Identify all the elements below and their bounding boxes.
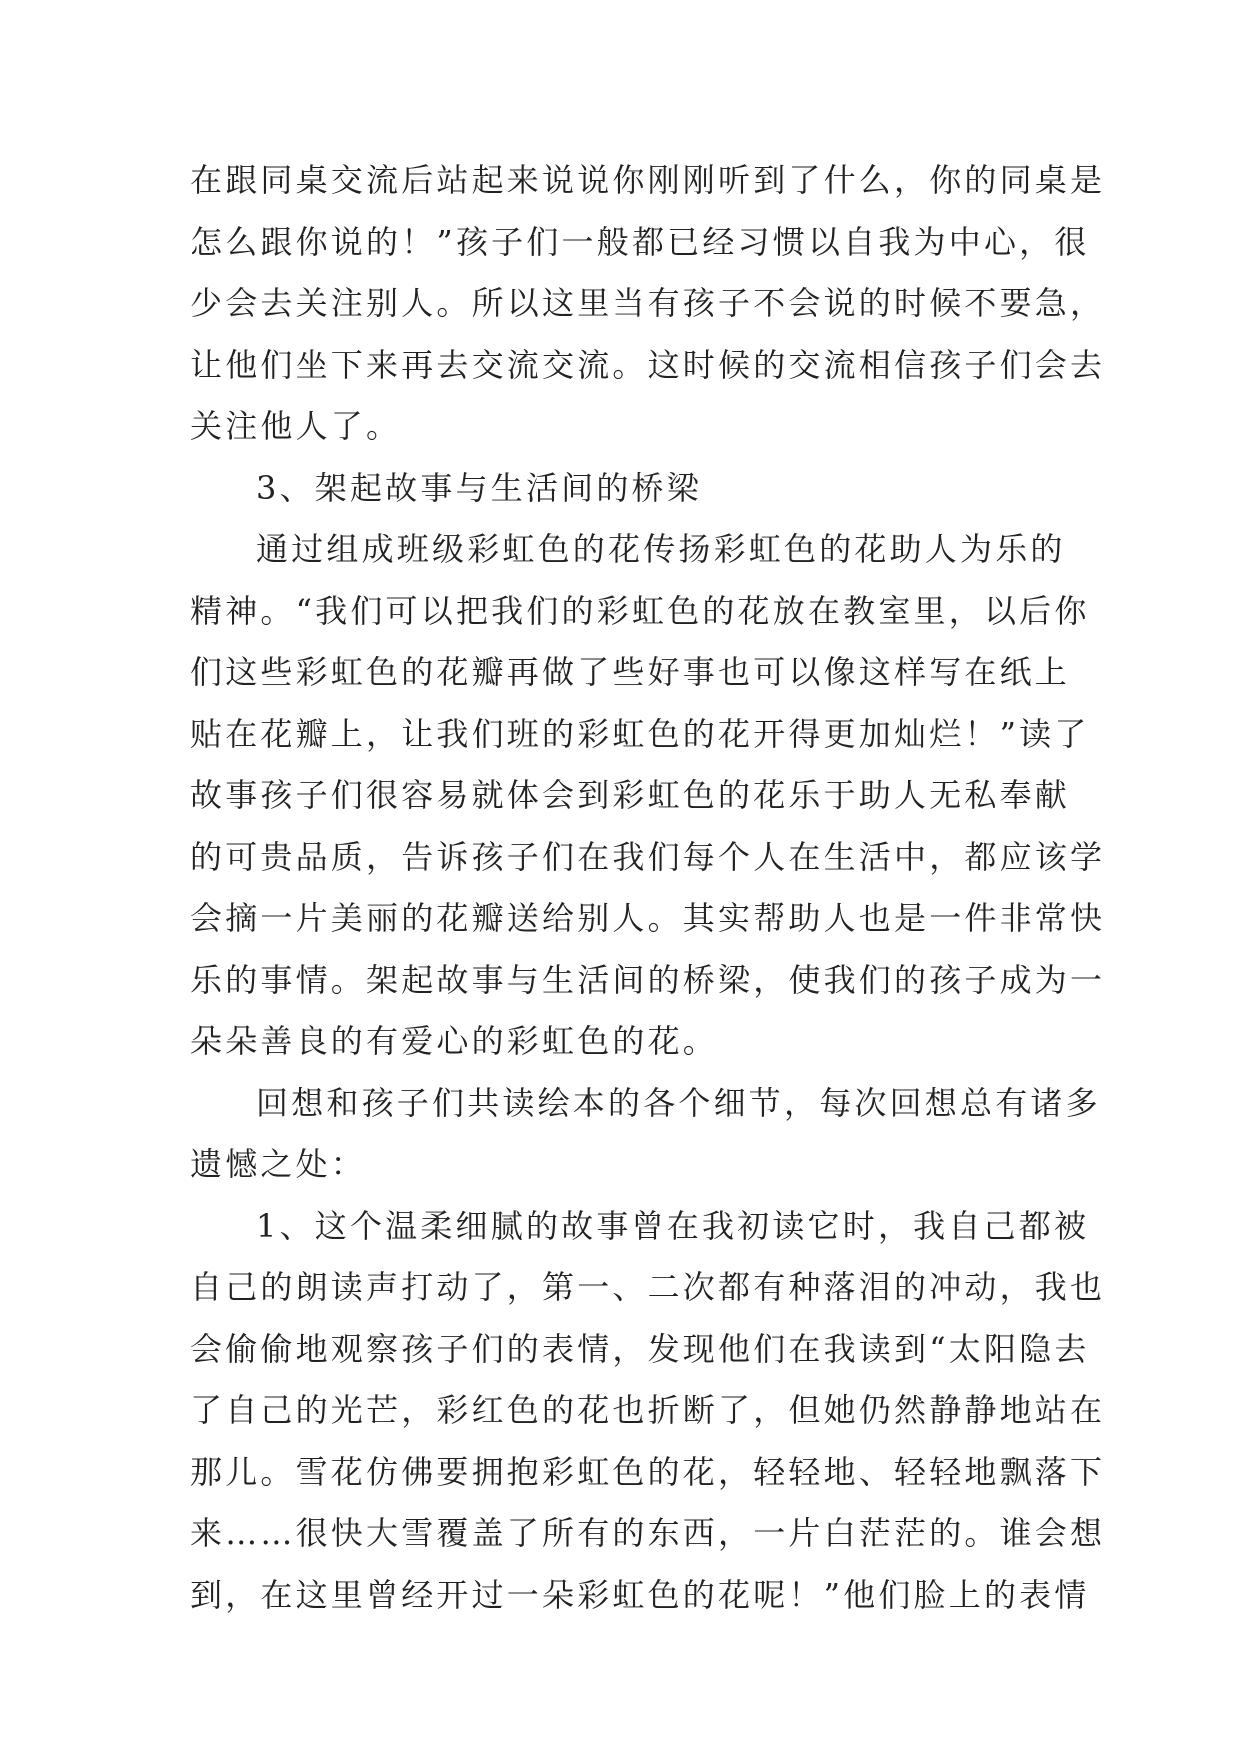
text-line: 朵朵善良的有爱心的彩虹色的花。 xyxy=(190,1022,719,1060)
text-line: 回想和孩子们共读绘本的各个细节，每次回想总有诸多 xyxy=(256,1083,1101,1122)
text-line: 来……很快大雪覆盖了所有的东西，一片白茫茫的。谁会想 xyxy=(190,1514,1106,1552)
text-line: 通过组成班级彩虹色的花传扬彩虹色的花助人为乐的 xyxy=(256,530,1066,568)
text-line: 让他们坐下来再去交流交流。这时候的交流相信孩子们会去 xyxy=(190,345,1106,384)
text-line: 怎么跟你说的！”孩子们一般都已经习惯以自我为中心，很 xyxy=(190,222,1090,261)
text-line: 贴在花瓣上，让我们班的彩虹色的花开得更加灿烂！”读了 xyxy=(190,714,1090,753)
text-line: 那儿。雪花仿佛要拥抱彩虹色的花，轻轻地、轻轻地飘落下 xyxy=(190,1452,1106,1491)
text-line: 故事孩子们很容易就体会到彩虹色的花乐于助人无私奉献 xyxy=(190,776,1071,814)
text-line: 到，在这里曾经开过一朵彩虹色的花呢！”他们脸上的表情 xyxy=(190,1575,1090,1614)
text-line: 会摘一片美丽的花瓣送给别人。其实帮助人也是一件非常快 xyxy=(190,899,1106,937)
text-line: 了自己的光芒，彩红色的花也折断了，但她仍然静静地站在 xyxy=(190,1391,1106,1429)
text-line: 精神。“我们可以把我们的彩虹色的花放在教室里，以后你 xyxy=(190,591,1090,630)
text-line: 的可贵品质，告诉孩子们在我们每个人在生活中，都应该学 xyxy=(190,837,1106,876)
text-line: 少会去关注别人。所以这里当有孩子不会说的时候不要急， xyxy=(190,284,1106,322)
section-heading: 3、架起故事与生活间的桥梁 xyxy=(256,468,702,507)
text-line: 遗憾之处： xyxy=(190,1145,367,1183)
text-line: 会偷偷地观察孩子们的表情，发现他们在我读到“太阳隐去 xyxy=(190,1329,1090,1368)
text-line: 在跟同桌交流后站起来说说你刚刚听到了什么，你的同桌是 xyxy=(190,161,1106,199)
body-text xyxy=(190,150,1106,1626)
text-line: 关注他人了。 xyxy=(190,407,402,445)
text-line: 们这些彩虹色的花瓣再做了些好事也可以像这样写在纸上 xyxy=(190,653,1071,691)
text-line: 乐的事情。架起故事与生活间的桥梁，使我们的孩子成为一 xyxy=(190,960,1106,999)
text-line: 自己的朗读声打动了，第一、二次都有种落泪的冲动，我也 xyxy=(190,1268,1106,1306)
text-line: 1、这个温柔细腻的故事曾在我初读它时，我自己都被 xyxy=(256,1206,1090,1245)
